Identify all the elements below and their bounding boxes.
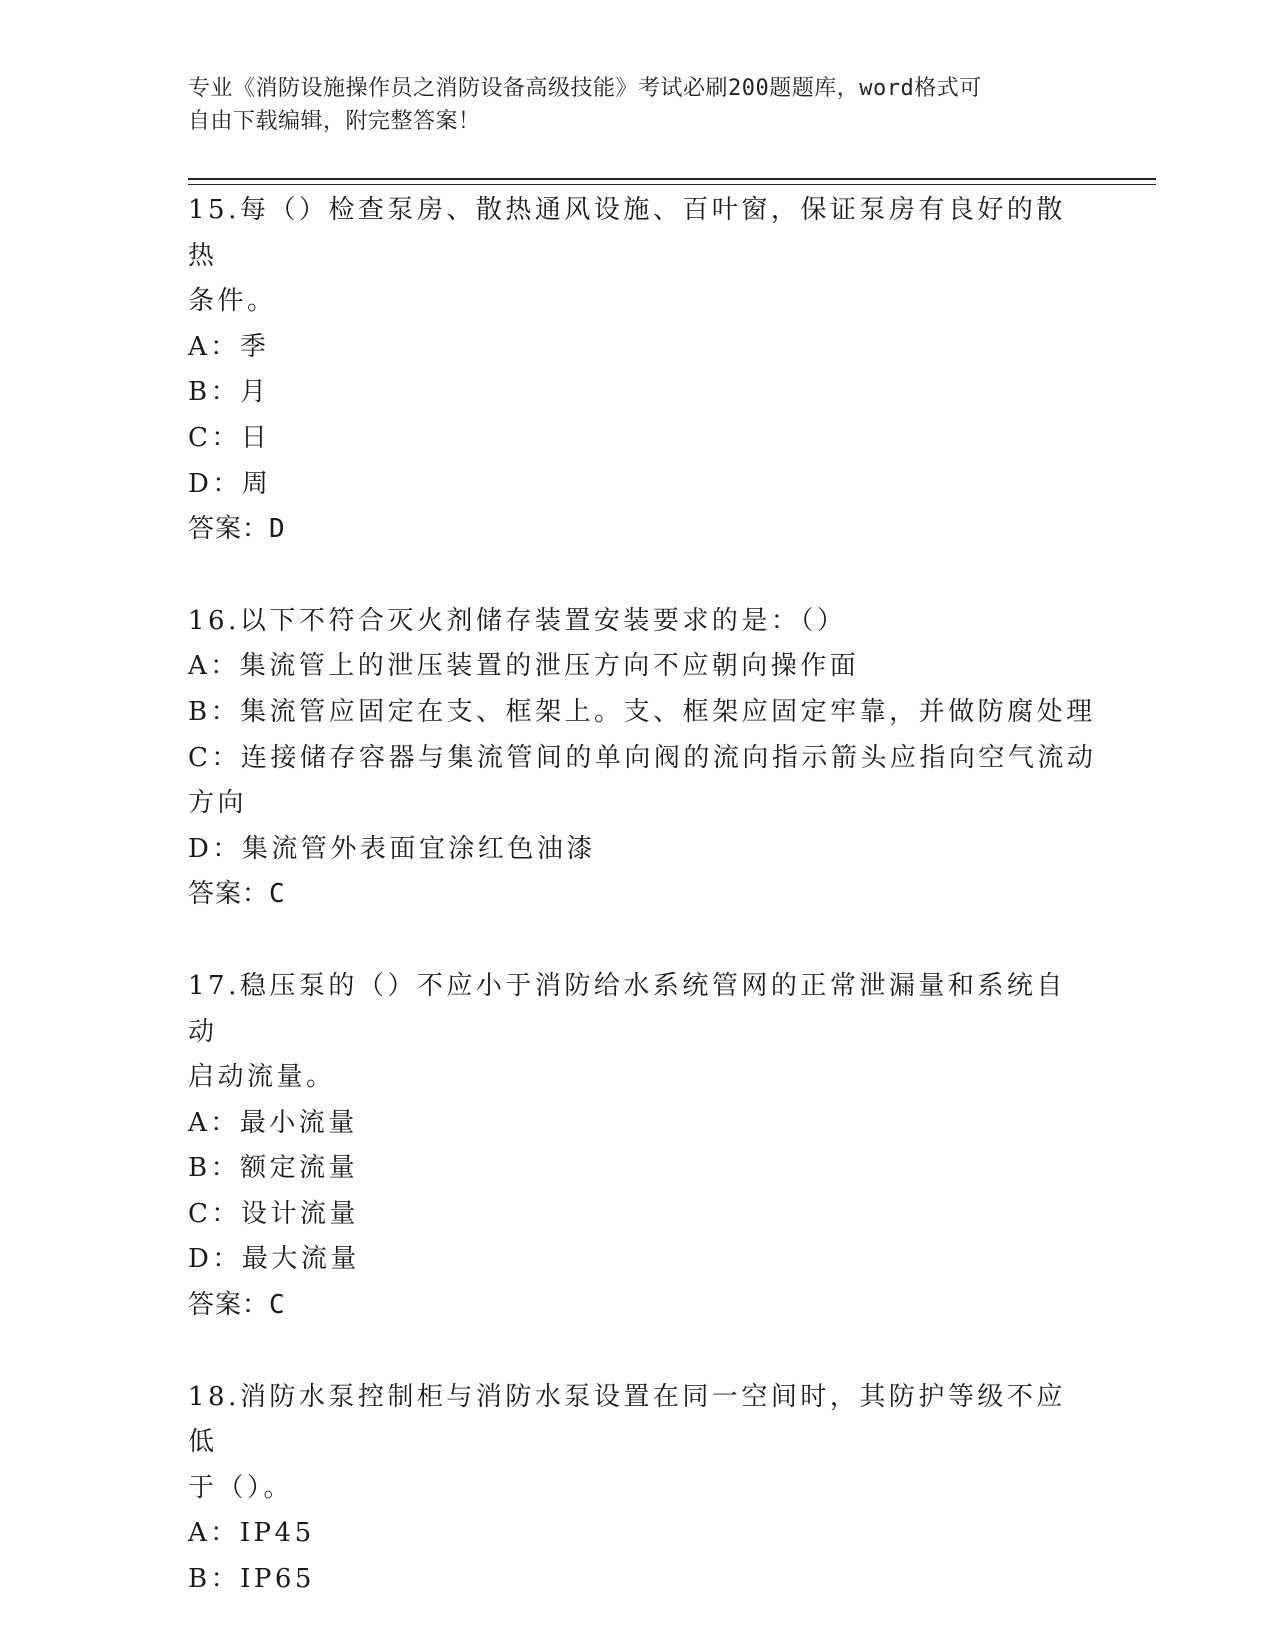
option-c: C：设计流量 (188, 1198, 359, 1229)
answer-line: 答案：C (188, 1290, 286, 1321)
option-b: B：额定流量 (188, 1153, 359, 1184)
option-a: A：IP45 (188, 1518, 315, 1549)
option-c-continued: 方向 (188, 788, 248, 819)
option-b: B：月 (188, 377, 270, 408)
header-divider-thin (188, 184, 1156, 185)
option-d: D：集流管外表面宜涂红色油漆 (188, 833, 596, 864)
header-line-2: 自由下载编辑，附完整答案！ (188, 109, 481, 134)
question-stem-line: 18.消防水泵控制柜与消防水泵设置在同一空间时，其防护等级不应低 (188, 1381, 1066, 1458)
option-a: A：季 (188, 331, 270, 362)
option-d: D：最大流量 (188, 1244, 360, 1275)
option-a: A：集流管上的泄压装置的泄压方向不应朝向操作面 (188, 651, 860, 682)
question-stem-line: 条件。 (188, 286, 277, 317)
question-18 (188, 1375, 1088, 1603)
document-header (188, 72, 1068, 138)
question-stem-line: 于（）。 (188, 1472, 294, 1503)
question-16 (188, 599, 1097, 918)
question-15 (188, 188, 1088, 553)
question-stem-line: 16.以下不符合灭火剂储存装置安装要求的是：（） (188, 605, 847, 636)
question-17 (188, 964, 1088, 1329)
option-c: C：连接储存容器与集流管间的单向阀的流向指示箭头应指向空气流动 (188, 742, 1097, 773)
answer-line: 答案：D (188, 514, 286, 545)
question-stem-line: 启动流量。 (188, 1062, 336, 1093)
option-d: D：周 (188, 468, 272, 499)
answer-line: 答案：C (188, 879, 286, 910)
option-b: B：集流管应固定在支、框架上。支、框架应固定牢靠，并做防腐处理 (188, 696, 1096, 727)
option-b: B：IP65 (188, 1564, 315, 1595)
option-a: A：最小流量 (188, 1107, 358, 1138)
question-list (188, 188, 1097, 1649)
header-line-1: 专业《消防设施操作员之消防设备高级技能》考试必刷200题题库，word格式可 (188, 76, 982, 101)
header-divider-thick (188, 178, 1156, 180)
option-c: C：日 (188, 422, 271, 453)
question-stem-line: 17.稳压泵的（）不应小于消防给水系统管网的正常泄漏量和系统自动 (188, 970, 1066, 1047)
question-stem-line: 15.每（）检查泵房、散热通风设施、百叶窗，保证泵房有良好的散热 (188, 195, 1066, 271)
